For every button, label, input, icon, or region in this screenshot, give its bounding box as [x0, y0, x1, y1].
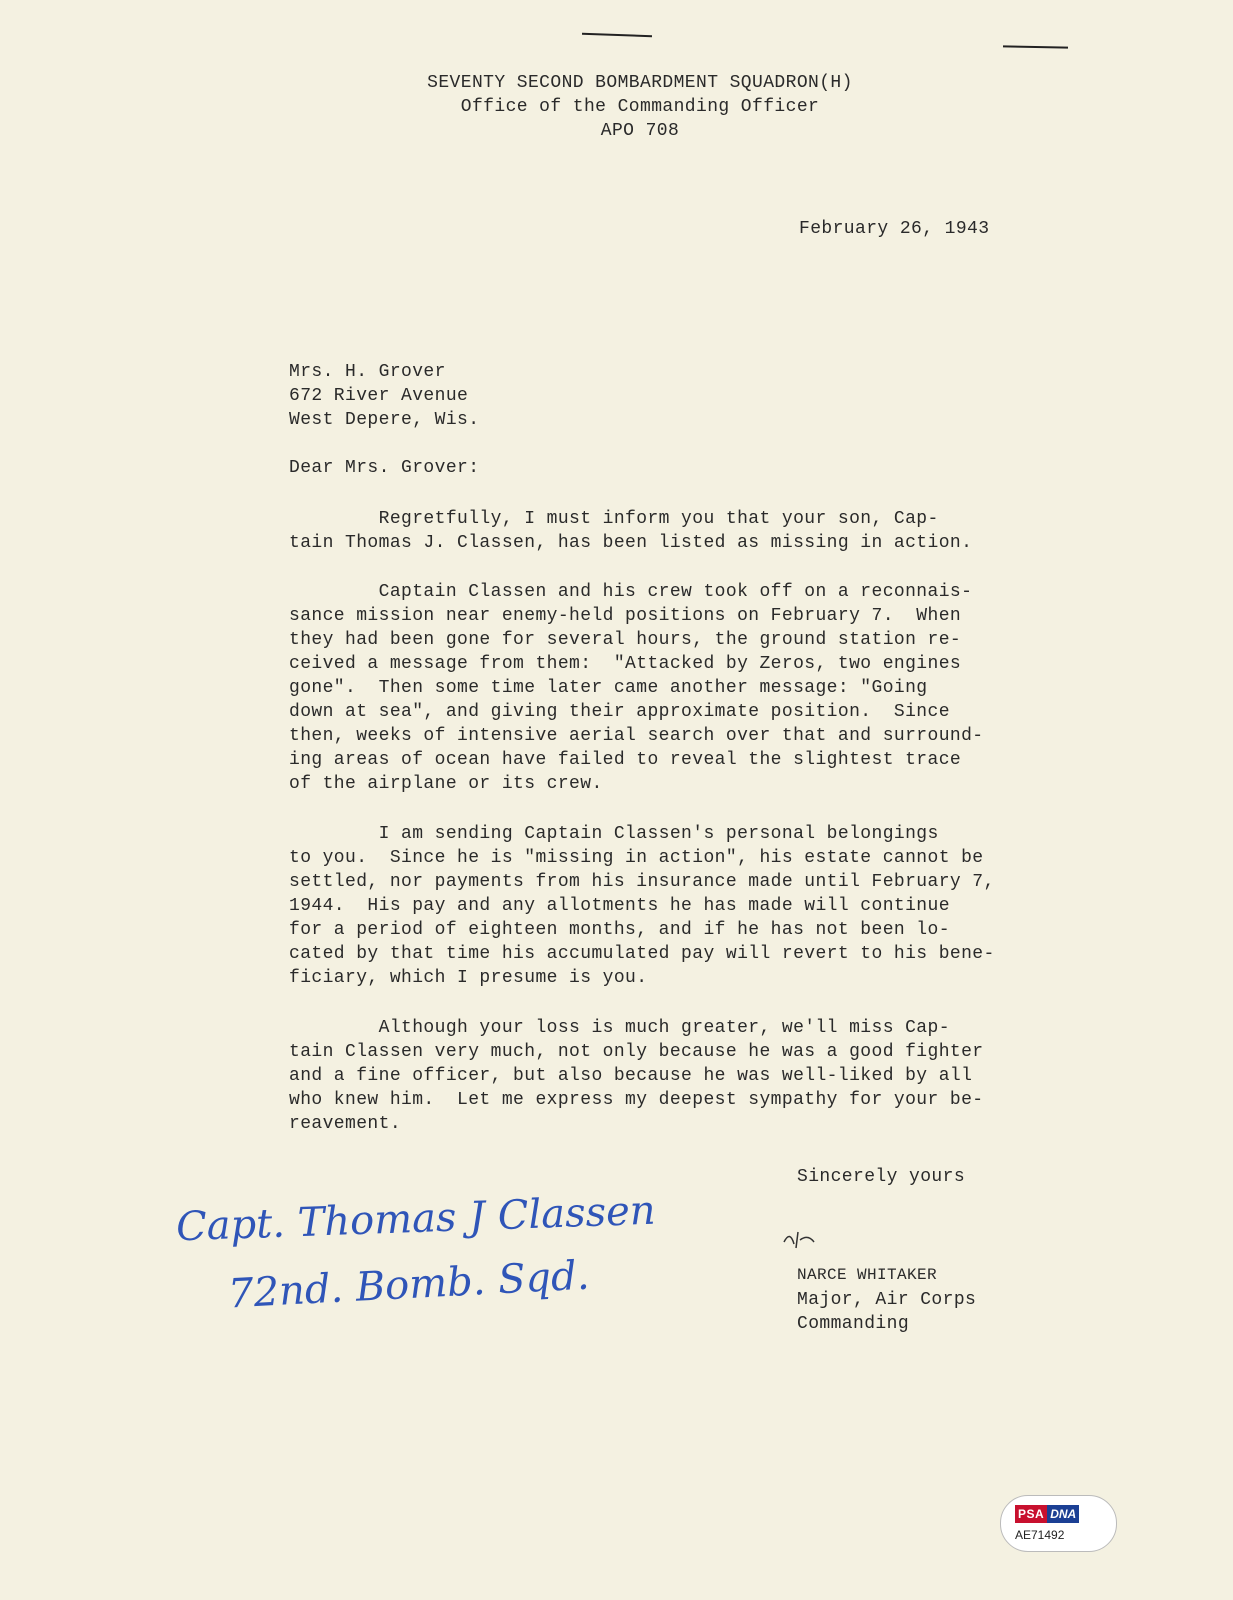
letterhead-unit: SEVENTY SECOND BOMBARDMENT SQUADRON(H) [427, 73, 853, 93]
salutation: Dear Mrs. Grover: [289, 458, 480, 478]
paragraph-line: Although your loss is much greater, we'll miss Cap- [289, 1018, 950, 1038]
paragraph-line: Captain Classen and his crew took off on a reconnais- [289, 582, 973, 602]
recipient-city: West Depere, Wis. [289, 410, 480, 430]
recipient-street: 672 River Avenue [289, 386, 469, 406]
paragraph-line: they had been gone for several hours, the ground station re- [289, 630, 962, 650]
certificate-number: AE71492 [1015, 1528, 1065, 1542]
ink-mark [582, 33, 652, 37]
paragraph-line: I am sending Captain Classen's personal belongings [289, 824, 939, 844]
paragraph-line: Regretfully, I must inform you that your son, Cap- [289, 509, 939, 529]
paragraph-line: down at sea", and giving their approximate position. Since [289, 702, 950, 722]
letterhead-apo: APO 708 [600, 121, 680, 141]
paragraph-line: 1944. His pay and any allotments he has made will continue [289, 896, 950, 916]
signer-name: NARCE WHITAKER [797, 1266, 938, 1284]
paragraph-line: then, weeks of intensive aerial search over that and surround- [289, 726, 984, 746]
paragraph-line: tain Classen very much, not only because he was a good fighter [289, 1042, 984, 1062]
signer-title: Major, Air Corps [797, 1290, 977, 1310]
paragraph-line: tain Thomas J. Classen, has been listed as missing in action. [289, 533, 973, 553]
paragraph-line: and a fine officer, but also because he was well-liked by all [289, 1066, 973, 1086]
closing: Sincerely yours [797, 1167, 966, 1187]
paragraph-line: for a period of eighteen months, and if he has not been lo- [289, 920, 950, 940]
handwritten-inscription-line1: Capt. Thomas J Classen [175, 1187, 657, 1251]
paragraph-line: reavement. [289, 1114, 402, 1134]
letterhead-office: Office of the Commanding Officer [460, 97, 820, 117]
handwritten-inscription-line2: 72nd. Bomb. Sqd. [227, 1252, 591, 1318]
paragraph-line: who knew him. Let me express my deepest sympathy for your be- [289, 1090, 984, 1110]
paragraph-line: of the airplane or its crew. [289, 774, 603, 794]
paragraph-line: sance mission near enemy-held positions on February 7. When [289, 606, 962, 626]
authentication-sticker [1000, 1495, 1117, 1552]
psa-dna-logo [1015, 1504, 1079, 1524]
recipient-name: Mrs. H. Grover [289, 362, 446, 382]
paragraph-line: cated by that time his accumulated pay will revert to his bene- [289, 944, 995, 964]
dna-logo-text: DNA [1047, 1505, 1079, 1523]
paragraph-line: ficiary, which I presume is you. [289, 968, 648, 988]
paragraph-line: ceived a message from them: "Attacked by Zeros, two engines [289, 654, 962, 674]
signer-role: Commanding [797, 1314, 910, 1334]
paragraph-line: to you. Since he is "missing in action", his estate cannot be [289, 848, 984, 868]
ink-mark [1003, 45, 1068, 48]
paragraph-line: settled, nor payments from his insurance made until February 7, [289, 872, 995, 892]
paragraph-line: gone". Then some time later came another message: "Going [289, 678, 928, 698]
psa-logo-text: PSA [1015, 1505, 1047, 1523]
signature-scribble [780, 1222, 820, 1252]
letter-date: February 26, 1943 [799, 219, 990, 239]
paragraph-line: ing areas of ocean have failed to reveal the slightest trace [289, 750, 962, 770]
